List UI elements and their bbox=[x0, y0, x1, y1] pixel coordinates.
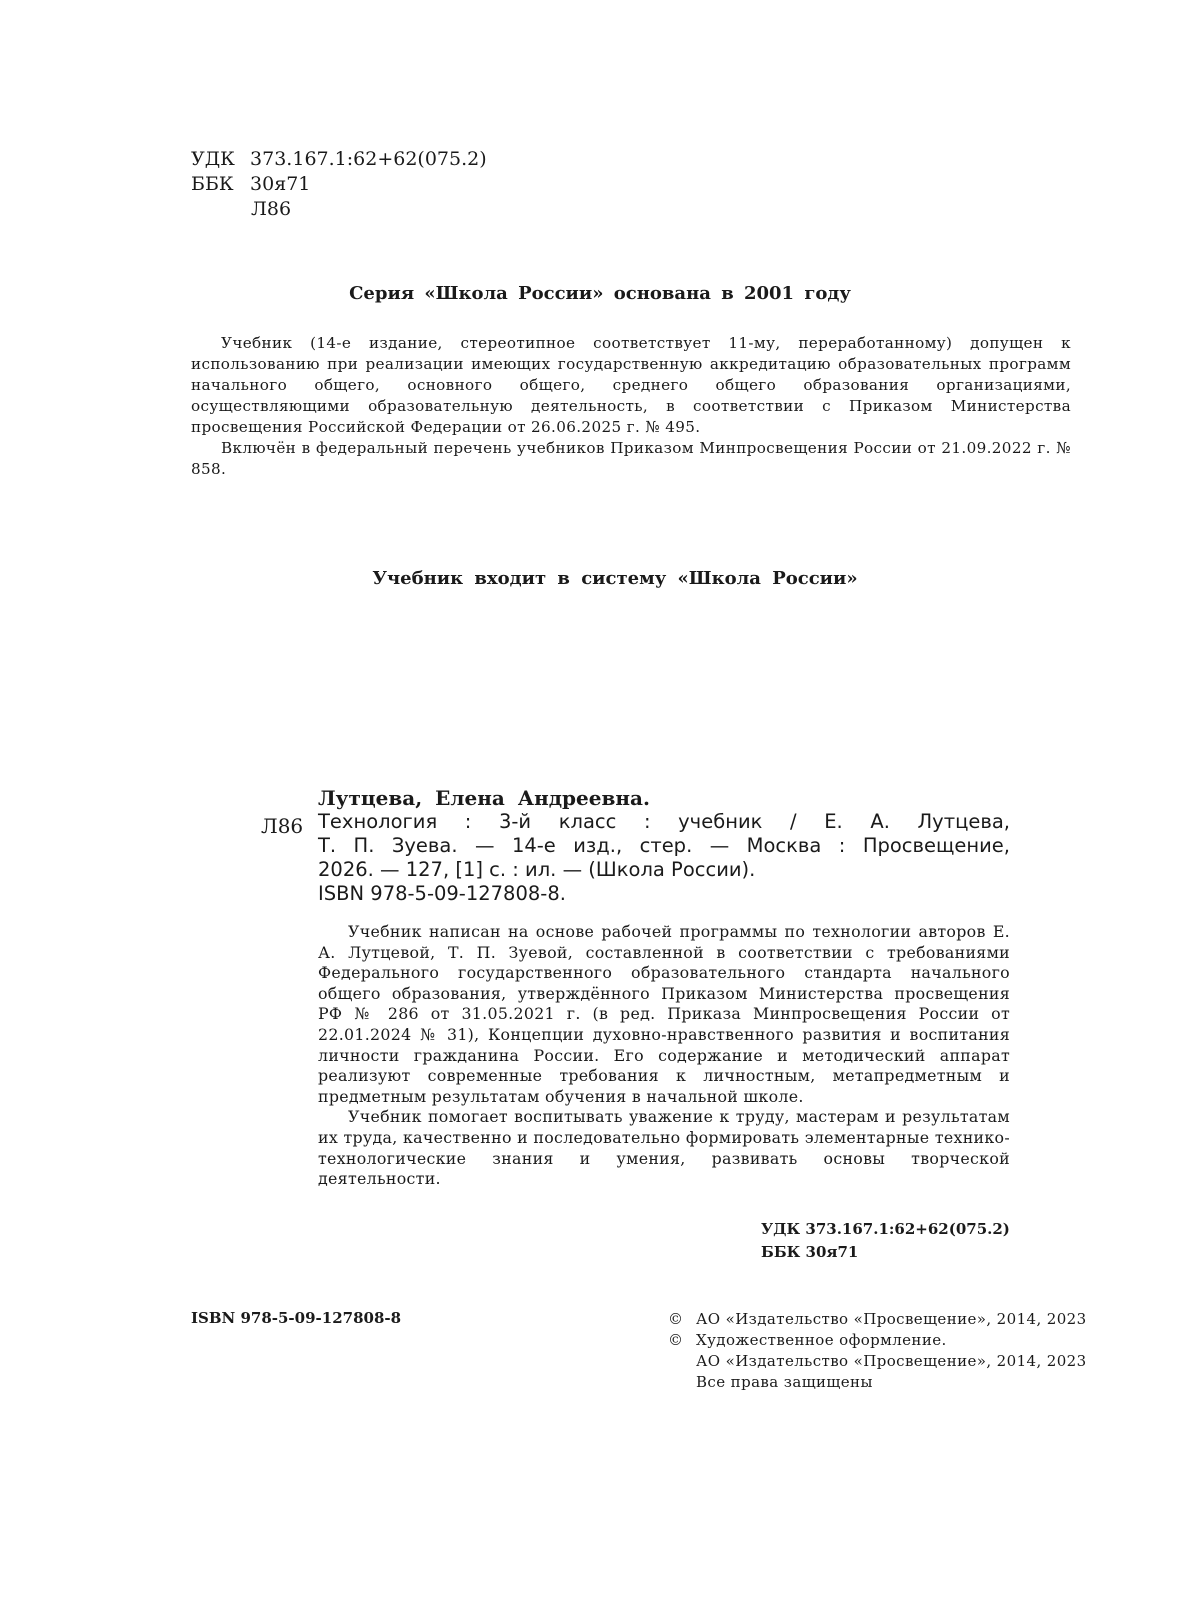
series-heading: Серия «Школа России» основана в 2001 году bbox=[349, 283, 851, 304]
bibliographic-record bbox=[318, 810, 1010, 906]
isbn-bottom: ISBN 978-5-09-127808-8 bbox=[191, 1309, 402, 1327]
record-line-3: 2026. — 127, [1] с. : ил. — (Школа России). bbox=[318, 858, 756, 881]
udk-bottom-line: УДК 373.167.1:62+62(075.2) bbox=[761, 1220, 1010, 1238]
udk-top-block bbox=[191, 147, 487, 222]
copyright-line-1: АО «Издательство «Просвещение», 2014, 2023 bbox=[696, 1310, 1087, 1328]
udk-bottom-block bbox=[761, 1218, 1010, 1264]
copyright-icon: © bbox=[668, 1331, 684, 1349]
record-author-code: Л86 bbox=[261, 814, 304, 838]
record-line-1: Технология : 3-й класс : учебник / Е. А. Лутцева, bbox=[318, 810, 1010, 833]
approval-block bbox=[191, 333, 1071, 480]
copyright-line-2: Художественное оформление. bbox=[696, 1331, 947, 1349]
author-code-top: Л86 bbox=[251, 198, 292, 220]
copyright-row-1 bbox=[668, 1309, 1087, 1330]
udk-label: УДК bbox=[191, 148, 235, 170]
copyright-block bbox=[668, 1309, 1087, 1393]
udk-top-line bbox=[191, 147, 487, 172]
system-heading: Учебник входит в систему «Школа России» bbox=[372, 568, 858, 589]
copyright-icon: © bbox=[668, 1310, 684, 1328]
udk-value: 373.167.1:62+62(075.2) bbox=[250, 148, 487, 170]
annotation-paragraph-1: Учебник написан на основе рабочей программы по технологии авторов Е. А. Лутцевой, Т. П. Зуевой, составленной в соответствии с требованиями Федерального государственного образовательного стандарта начального общего образования, утверждённого Приказом Министерства просвещения РФ № 286 от 31.05.2021 г. (в ред. Приказа Минпросвещения России от 22.01.2024 № 31), Концепции духовно-нравственного развития и воспитания личности гражданина России. Его содержание и методический аппарат реализуют современные требования к личностным, метапредметным и предметным результатам обучения в начальной школе. bbox=[318, 922, 1010, 1106]
record-author: Лутцева, Елена Андреевна. bbox=[318, 786, 650, 810]
annotation-block bbox=[318, 922, 1010, 1190]
record-isbn: ISBN 978-5-09-127808-8. bbox=[318, 882, 566, 905]
annotation-paragraph-2: Учебник помогает воспитывать уважение к труду, мастерам и результатам их труда, качественно и последовательно формировать элементарные технико-технологические знания и умения, развивать основы творческой деятельности. bbox=[318, 1107, 1010, 1189]
copyright-line-3: АО «Издательство «Просвещение», 2014, 2023 bbox=[696, 1352, 1087, 1370]
bbk-value: 30я71 bbox=[250, 173, 311, 195]
copyright-row-2 bbox=[668, 1330, 1087, 1351]
record-line-2: Т. П. Зуева. — 14-е изд., стер. — Москва : Просвещение, bbox=[318, 834, 1010, 857]
bbk-bottom-line: ББК 30я71 bbox=[761, 1243, 859, 1261]
approval-paragraph-1: Учебник (14-е издание, стереотипное соответствует 11-му, переработанному) допущен к использованию при реализации имеющих государственную аккредитацию образовательных программ начального общего, основного общего, среднего общего образования организациями, осуществляющими образовательную деятельность, в соответствии с Приказом Министерства просвещения Российской Федерации от 26.06.2025 г. № 495. bbox=[191, 334, 1071, 436]
copyright-line-4: Все права защищены bbox=[696, 1373, 873, 1391]
bbk-top-line bbox=[191, 172, 487, 197]
approval-paragraph-2: Включён в федеральный перечень учебников Приказом Минпросвещения России от 21.09.2022 г. № 858. bbox=[191, 439, 1071, 478]
bbk-label: ББК bbox=[191, 173, 234, 195]
